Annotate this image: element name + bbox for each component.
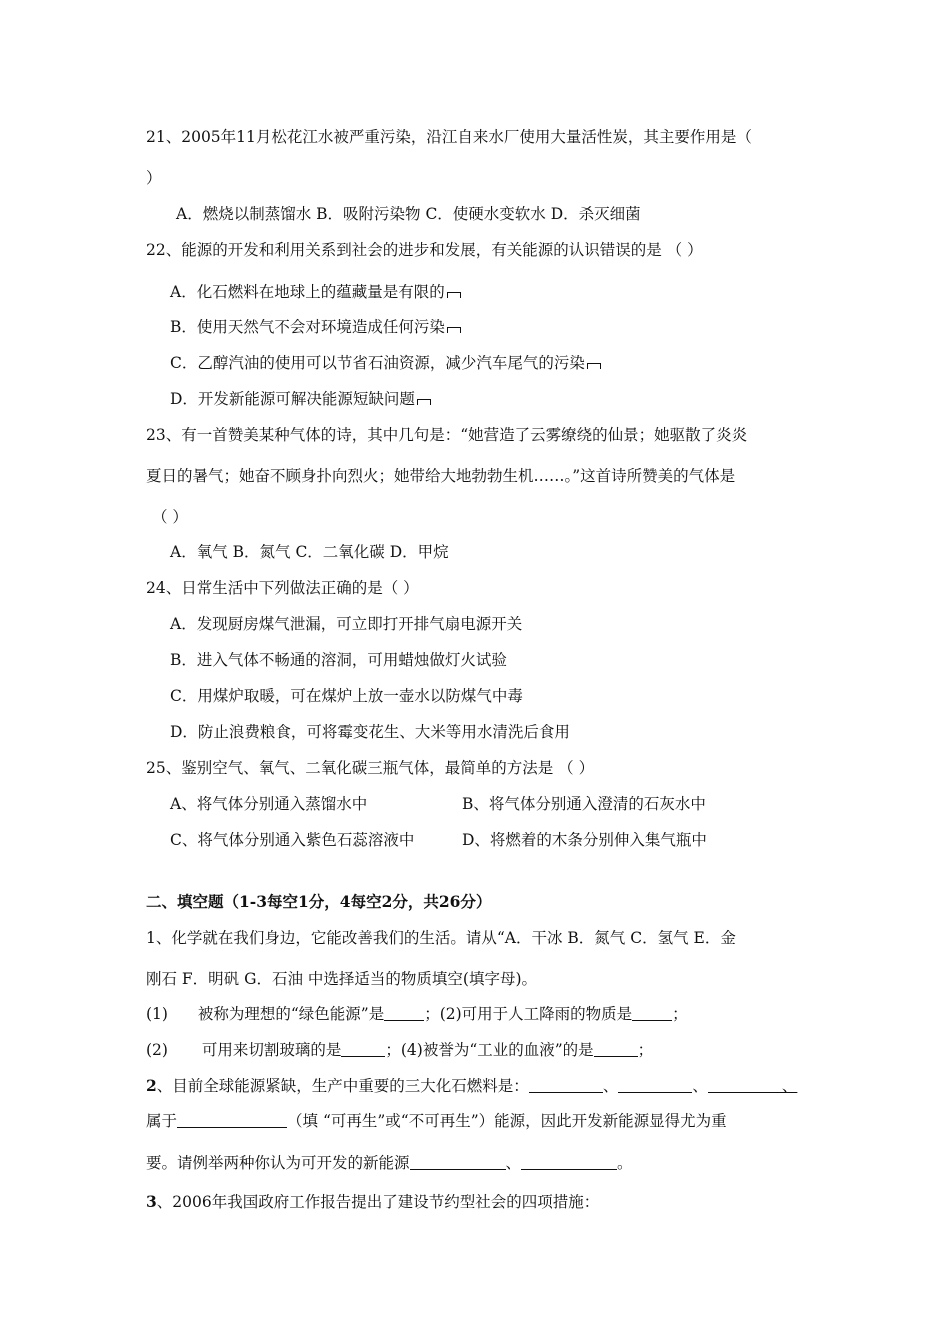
f2-line-2b: （填 “可再生”或“不可再生”）能源，因此开发新能源显得尤为重 bbox=[287, 1112, 727, 1130]
space-mark-icon bbox=[447, 327, 461, 333]
f1-sub-1-number: (1) bbox=[146, 1005, 168, 1023]
f3-number: 3 bbox=[146, 1192, 157, 1211]
f1-sub-1-end: ； bbox=[672, 1005, 688, 1023]
q22-option-a bbox=[170, 282, 461, 302]
f1-line-2: 刚石 F．明矾 G．石油 中选择适当的物质填空(填字母)。 bbox=[146, 970, 538, 988]
q22-option-c-text: C．乙醇汽油的使用可以节省石油资源，减少汽车尾气的污染 bbox=[170, 354, 585, 372]
f1-sub-2-end: ； bbox=[637, 1041, 654, 1059]
q23-stem-2: 夏日的暑气；她奋不顾身扑向烈火；她带给大地勃勃生机……。”这首诗所赞美的气体是 bbox=[146, 467, 736, 485]
f2-sep-1: 、 bbox=[602, 1077, 619, 1095]
q21-stem: 21、2005年11月松花江水被严重污染，沿江自来水厂使用大量活性炭，其主要作用是（ bbox=[146, 128, 752, 146]
f1-sub-2-mid: ；(4)被誉为“工业的血液”的是 bbox=[385, 1041, 594, 1059]
answer-blank[interactable] bbox=[529, 1078, 603, 1093]
q23-options: A．氧气 B．氮气 C．二氧化碳 D．甲烷 bbox=[170, 543, 449, 561]
answer-blank[interactable] bbox=[594, 1042, 638, 1057]
q22-option-b bbox=[170, 317, 461, 337]
q23-stem-1: 23、有一首赞美某种气体的诗，其中几句是：“她营造了云雾缭绕的仙景；她驱散了炎炎 bbox=[146, 426, 748, 444]
f2-line-2a: 属于 bbox=[146, 1112, 178, 1130]
answer-blank[interactable] bbox=[632, 1006, 672, 1021]
f1-line-1: 1、化学就在我们身边，它能改善我们的生活。请从“A．干冰 B．氮气 C．氢气 E．金 bbox=[146, 929, 736, 947]
answer-blank[interactable] bbox=[384, 1006, 424, 1021]
q24-stem: 24、日常生活中下列做法正确的是（ ） bbox=[146, 579, 419, 597]
answer-blank[interactable] bbox=[618, 1078, 692, 1093]
answer-blank[interactable] bbox=[177, 1113, 287, 1128]
q25-stem: 25、鉴别空气、氧气、二氧化碳三瓶气体，最简单的方法是 （ ） bbox=[146, 759, 595, 777]
answer-blank[interactable] bbox=[410, 1155, 506, 1170]
q23-stem-3: （ ） bbox=[152, 508, 188, 526]
f3-line-1 bbox=[146, 1192, 599, 1212]
f2-line-3c: 。 bbox=[617, 1154, 633, 1172]
f1-sub-2 bbox=[146, 1040, 653, 1060]
q22-option-a-text: A．化石燃料在地球上的蕴藏量是有限的 bbox=[170, 283, 445, 301]
f1-sub-2-text: 可用来切割玻璃的是 bbox=[201, 1041, 342, 1059]
q24-option-c: C．用煤炉取暖，可在煤炉上放一壶水以防煤气中毒 bbox=[170, 687, 523, 705]
f1-sub-2-number: (2) bbox=[146, 1041, 168, 1059]
q25-option-a: A、将气体分别通入蒸馏水中 bbox=[170, 795, 368, 813]
f2-line-3a: 要。请例举两种你认为可开发的新能源 bbox=[146, 1154, 410, 1172]
q22-option-c bbox=[170, 353, 601, 373]
f1-sub-1 bbox=[146, 1004, 688, 1024]
q21-stem-end: ） bbox=[146, 169, 162, 187]
q22-option-b-text: B．使用天然气不会对环境造成任何污染 bbox=[170, 318, 445, 336]
f3-line-1-text: 、2006年我国政府工作报告提出了建设节约型社会的四项措施： bbox=[156, 1193, 600, 1211]
f2-line-1-text: 、目前全球能源紧缺，生产中重要的三大化石燃料是： bbox=[156, 1077, 529, 1095]
q24-option-b: B．进入气体不畅通的溶洞，可用蜡烛做灯火试验 bbox=[170, 651, 507, 669]
q24-option-a: A．发现厨房煤气泄漏，可立即打开排气扇电源开关 bbox=[170, 615, 523, 633]
q22-stem: 22、能源的开发和利用关系到社会的进步和发展，有关能源的认识错误的是 （ ） bbox=[146, 241, 703, 259]
q22-option-d bbox=[170, 389, 431, 409]
q25-option-b: B、将气体分别通入澄清的石灰水中 bbox=[462, 795, 706, 813]
f2-sep-3: 、 bbox=[781, 1077, 798, 1095]
f1-sub-1-mid: ；(2)可用于人工降雨的物质是 bbox=[424, 1005, 633, 1023]
answer-blank[interactable] bbox=[708, 1078, 782, 1093]
space-mark-icon bbox=[447, 292, 461, 298]
answer-blank[interactable] bbox=[341, 1042, 385, 1057]
f2-number: 2 bbox=[146, 1076, 157, 1095]
f2-line-3 bbox=[146, 1153, 633, 1173]
space-mark-icon bbox=[417, 399, 431, 405]
f2-line-1 bbox=[146, 1076, 797, 1096]
f2-line-2 bbox=[146, 1111, 727, 1131]
section-heading: 二、填空题（1-3每空1分，4每空2分，共26分） bbox=[146, 892, 492, 911]
f2-sep-2: 、 bbox=[692, 1077, 708, 1095]
f2-line-3b: 、 bbox=[505, 1154, 522, 1172]
answer-blank[interactable] bbox=[521, 1155, 617, 1170]
q22-option-d-text: D．开发新能源可解决能源短缺问题 bbox=[170, 390, 415, 408]
space-mark-icon bbox=[587, 363, 601, 369]
q21-options: A．燃烧以制蒸馏水 B．吸附污染物 C．使硬水变软水 D．杀灭细菌 bbox=[176, 205, 641, 223]
q25-option-c: C、将气体分别通入紫色石蕊溶液中 bbox=[170, 831, 415, 849]
q25-option-d: D、将燃着的木条分别伸入集气瓶中 bbox=[462, 831, 707, 849]
q24-option-d: D．防止浪费粮食，可将霉变花生、大米等用水清洗后食用 bbox=[170, 723, 570, 741]
f1-sub-1-text: 被称为理想的“绿色能源”是 bbox=[197, 1005, 385, 1023]
